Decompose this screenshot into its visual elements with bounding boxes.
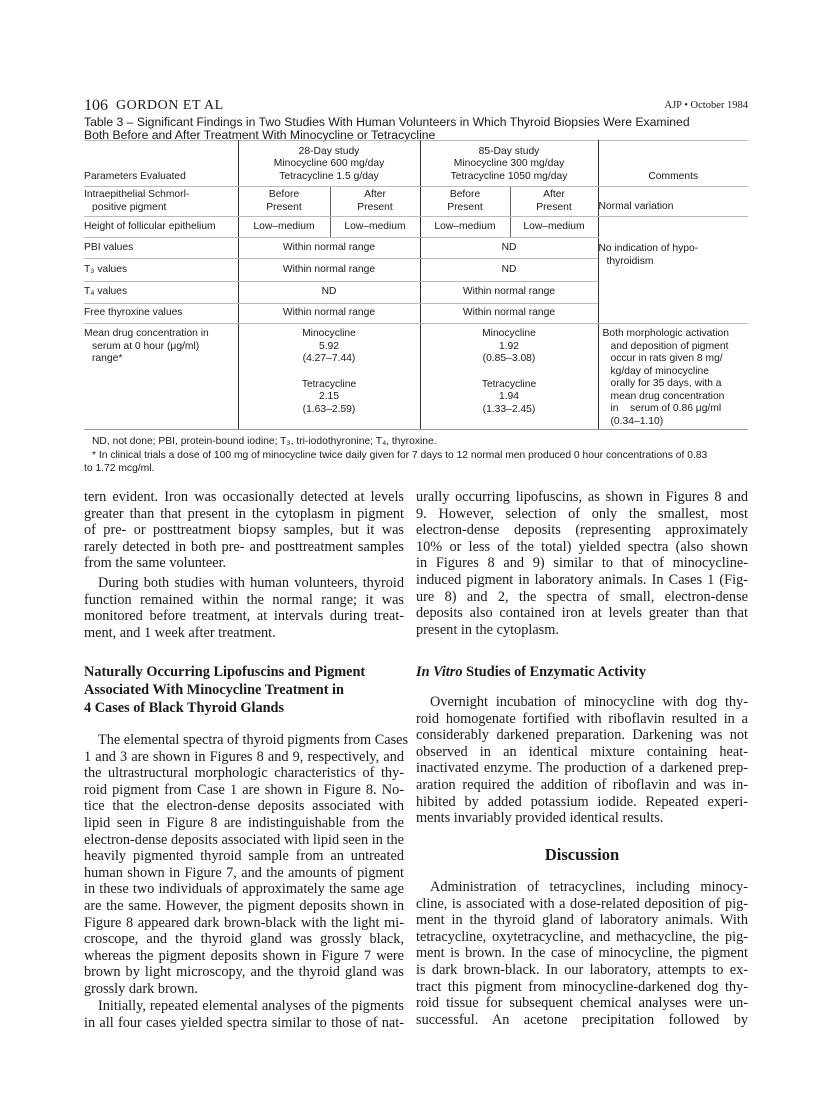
paragraph-line: of pre- or posttreatment biopsy samples, but it was <box>84 522 404 539</box>
heading-italic-part: In Vitro <box>416 664 463 680</box>
cell-line: Before <box>268 189 300 200</box>
drug-mean: 5.92 <box>318 340 340 352</box>
paragraph-line: electron-dense deposits associated with lipid seen in the <box>84 831 404 848</box>
cell: ND <box>238 282 420 304</box>
cell: Low–medium <box>420 217 510 238</box>
comment-line: mean drug concentration <box>610 390 725 402</box>
comment-line: orally for 35 days, with a <box>610 378 722 389</box>
row-label: T₄ values <box>84 282 238 304</box>
label-line: range* <box>92 353 123 364</box>
paragraph-line: monitored before treatment, at intervals during treat- <box>84 608 404 625</box>
comment-line: kg/day of minocycline <box>610 365 709 377</box>
row-label: Free thyroxine values <box>84 304 238 324</box>
paragraph-line: hibited by added potassium iodide. Repeated experi- <box>416 793 748 810</box>
paragraph-line: brown by light microscopy, and the thyroid gland was <box>84 964 404 981</box>
paragraph-line: cline, is associated with a dose-related deposition of pig- <box>416 895 748 912</box>
cell-line: Present <box>357 201 393 213</box>
paragraph-line: induced pigment in laboratory animals. In Cases 1 (Fig- <box>416 572 748 588</box>
paragraph-line: inactivated enzyme. The production of a darkened prep- <box>416 760 748 777</box>
paragraph-line: tetracycline, oxytetracycline, and methacycline, the pig- <box>416 928 748 945</box>
drug-range: (4.27–7.44) <box>302 353 356 364</box>
study-dose: Minocycline 600 mg/day <box>273 158 385 169</box>
study-title: 85-Day study <box>478 145 540 157</box>
header-parameters: Parameters Evaluated <box>84 141 238 187</box>
drug-range: (1.33–2.45) <box>482 403 536 415</box>
caption-line: Table 3 – Significant Findings in Two Studies With Human Volunteers in Which Thyroid Biopsies Were Examined <box>84 115 690 129</box>
paragraph-line: from the same volunteer. <box>84 555 227 572</box>
footnote-asterisk: * In clinical trials a dose of 100 mg of minocycline twice daily given for 7 days to 12 normal men produced 0 hour concentrations of 0.83 <box>92 449 708 461</box>
drug-name: Tetracycline <box>481 378 537 390</box>
paragraph-line: Overnight incubation of minocycline with dog thy- <box>430 694 748 710</box>
cell: Within normal range <box>238 238 420 259</box>
paragraph-line: Initially, repeated elemental analyses of the pigments <box>98 998 404 1014</box>
header-comments: Comments <box>598 141 748 187</box>
paragraph-line: the ultrastructural morphologic characteristics of thy- <box>84 765 404 782</box>
label-line: Mean drug concentration in <box>84 328 209 339</box>
paragraph-line: 10% or less of the total) yielded spectra (also shown <box>416 538 748 555</box>
paragraph-line: 1 and 3 are shown in Figures 8 and 9, respectively, and <box>84 748 404 765</box>
drug-name: Minocycline <box>302 328 356 339</box>
drug-mean: 1.94 <box>498 391 520 402</box>
study-dose: Minocycline 300 mg/day <box>453 158 565 169</box>
row-label: T₃ values <box>84 259 238 282</box>
section-heading: 4 Cases of Black Thyroid Glands <box>84 700 285 716</box>
paragraph-line: ment in the thyroid gland of laboratory animals. With <box>416 912 748 929</box>
study-title: 28-Day study <box>298 145 360 157</box>
paragraph-line: function remained within the normal range; it was <box>84 591 404 608</box>
paragraph-line: roid tissue for subsequent chemical analyses were un- <box>416 995 748 1012</box>
section-heading: Naturally Occurring Lipofuscins and Pigment <box>84 664 366 680</box>
label-line: Intraepithelial Schmorl- <box>84 189 190 200</box>
paragraph-line: ment, and 1 week after treatment. <box>84 624 276 641</box>
journal-info: AJP • October 1984 <box>664 100 748 111</box>
cell: Within normal range <box>238 304 420 324</box>
cell-line: Present <box>536 201 572 213</box>
paragraph-line: human shown in Figure 7, and the amounts of pigment <box>84 864 404 881</box>
paragraph-line: 9. However, selection of only the smallest, most <box>416 505 748 522</box>
paragraph-line: During both studies with human volunteers, thyroid <box>98 575 404 591</box>
row-label: PBI values <box>84 238 238 259</box>
cell: ND <box>420 259 598 282</box>
label-line: serum at 0 hour (μg/ml) <box>92 340 200 352</box>
cell: Low–medium <box>510 217 598 238</box>
paragraph-line: Figure 8 appeared dark brown-black with the light mi- <box>84 914 404 931</box>
section-heading: Discussion <box>544 845 620 864</box>
paragraph-line: heavily pigmented thyroid sample from an untreated <box>84 848 404 865</box>
right-column <box>416 0 748 1119</box>
paragraph-line: considerably darkened preparation. Darkening was not <box>416 727 748 744</box>
left-column <box>84 0 409 1119</box>
cell-line: After <box>364 189 386 200</box>
comment-line: occur in rats given 8 mg/ <box>610 353 723 364</box>
paragraph-line: deposits also contained iron at levels greater than that <box>416 605 748 622</box>
heading-rest: Studies of Enzymatic Activity <box>462 664 646 680</box>
label-line: positive pigment <box>92 201 167 213</box>
cell-line: Before <box>449 189 481 200</box>
paragraph-line: ments invariably provided identical results. <box>416 810 664 827</box>
page-number: 106 <box>84 97 108 114</box>
paragraph-line: rarely detected in both pre- and posttreatment samples <box>84 538 404 555</box>
paragraph-line: tern evident. Iron was occasionally detected at levels <box>84 489 404 505</box>
paragraph-line: croscope, and the thyroid gland was grossly black, <box>84 931 404 948</box>
paragraph-line: roid pigment from Case 1 are shown in Figure 8. No- <box>84 781 404 798</box>
paragraph-line: Administration of tetracyclines, including minocy- <box>430 879 748 895</box>
paragraph-line: The elemental spectra of thyroid pigments from Cases <box>98 732 409 748</box>
paragraph-line: present in the cytoplasm. <box>416 621 559 638</box>
cell: Within normal range <box>238 259 420 282</box>
paragraph-line: is dark brown-black. In our laboratory, attempts to ex- <box>416 962 748 978</box>
cell: ND <box>420 238 598 259</box>
paragraph-line: in these two individuals of approximately the same age <box>84 881 404 898</box>
running-author: GORDON ET AL <box>116 98 224 113</box>
paragraph-line: grossly dark brown. <box>84 981 198 997</box>
cell-line: Present <box>447 201 483 213</box>
section-heading <box>416 663 646 681</box>
footnote-asterisk-cont: to 1.72 mcg/ml. <box>84 463 155 474</box>
cell-line: After <box>543 189 565 200</box>
paragraph-line: in all four cases yielded spectra similar to those of nat- <box>84 1014 404 1031</box>
paragraph-line: urally occurring lipofuscins, as shown in Figures 8 and <box>416 489 748 505</box>
paragraph-line: observed in an identical mixture containing heat- <box>416 743 748 760</box>
paragraph-line: in Figures 8 and 9) similar to that of minocycline- <box>416 555 748 572</box>
drug-mean: 2.15 <box>318 391 340 402</box>
cell: Low–medium <box>330 217 420 238</box>
comment-cell: Normal variation <box>598 187 748 217</box>
drug-range: (0.85–3.08) <box>482 353 536 364</box>
comment-line: (0.34–1.10) <box>610 415 664 427</box>
cell-line: Present <box>266 201 302 213</box>
paragraph-line: roid homogenate fortified with riboflavin resulted in a <box>416 710 748 727</box>
paragraph-line: tice that the electron-dense deposits associated with <box>84 798 404 815</box>
comment-line: No indication of hypo- <box>598 243 699 254</box>
section-heading: Associated With Minocycline Treatment in <box>84 682 344 698</box>
paragraph-line: greater than that present in the cytoplasm in pigment <box>84 505 404 522</box>
paragraph-line: aration required the addition of riboflavin and was in- <box>416 777 748 793</box>
comment-line: and deposition of pigment <box>610 340 729 352</box>
study-dose: Tetracycline 1050 mg/day <box>450 170 568 182</box>
row-label: Height of follicular epithelium <box>84 217 238 238</box>
paragraph-line: electron-dense deposits (representing approximately <box>416 522 748 539</box>
paragraph-line: ure 8) and 2, the spectra of small, electron-dense <box>416 588 748 605</box>
drug-name: Tetracycline <box>301 378 357 390</box>
drug-mean: 1.92 <box>498 340 520 352</box>
drug-range: (1.63–2.59) <box>302 403 356 415</box>
paragraph-line: tract this pigment from minocycline-darkened dog thy- <box>416 978 748 995</box>
paragraph-line: whereas the pigment deposits shown in Figure 7 were <box>84 947 404 964</box>
study-dose: Tetracycline 1.5 g/day <box>279 170 379 182</box>
paragraph-line: lipid seen in Figure 8 are indistinguishable from the <box>84 815 404 831</box>
cell: Within normal range <box>420 304 598 324</box>
paragraph-line: successful. An acetone precipitation followed by <box>416 1011 748 1028</box>
comment-line: Both morphologic activation <box>602 328 729 339</box>
comment-line: thyroidism <box>606 255 654 267</box>
paragraph-line: ment is brown. In the case of minocycline, the pigment <box>416 945 748 962</box>
drug-name: Minocycline <box>482 328 536 339</box>
footnote-abbreviations: ND, not done; PBI, protein-bound iodine; T₃, tri-iodothyronine; T₄, thyroxine. <box>92 436 437 447</box>
paragraph-line: are the same. However, the pigment deposits shown in <box>84 898 404 914</box>
caption-line: Both Before and After Treatment With Minocycline or Tetracycline <box>84 128 436 142</box>
cell: Within normal range <box>420 282 598 304</box>
comment-line: in serum of 0.86 μg/ml <box>610 403 722 414</box>
cell: Low–medium <box>238 217 330 238</box>
